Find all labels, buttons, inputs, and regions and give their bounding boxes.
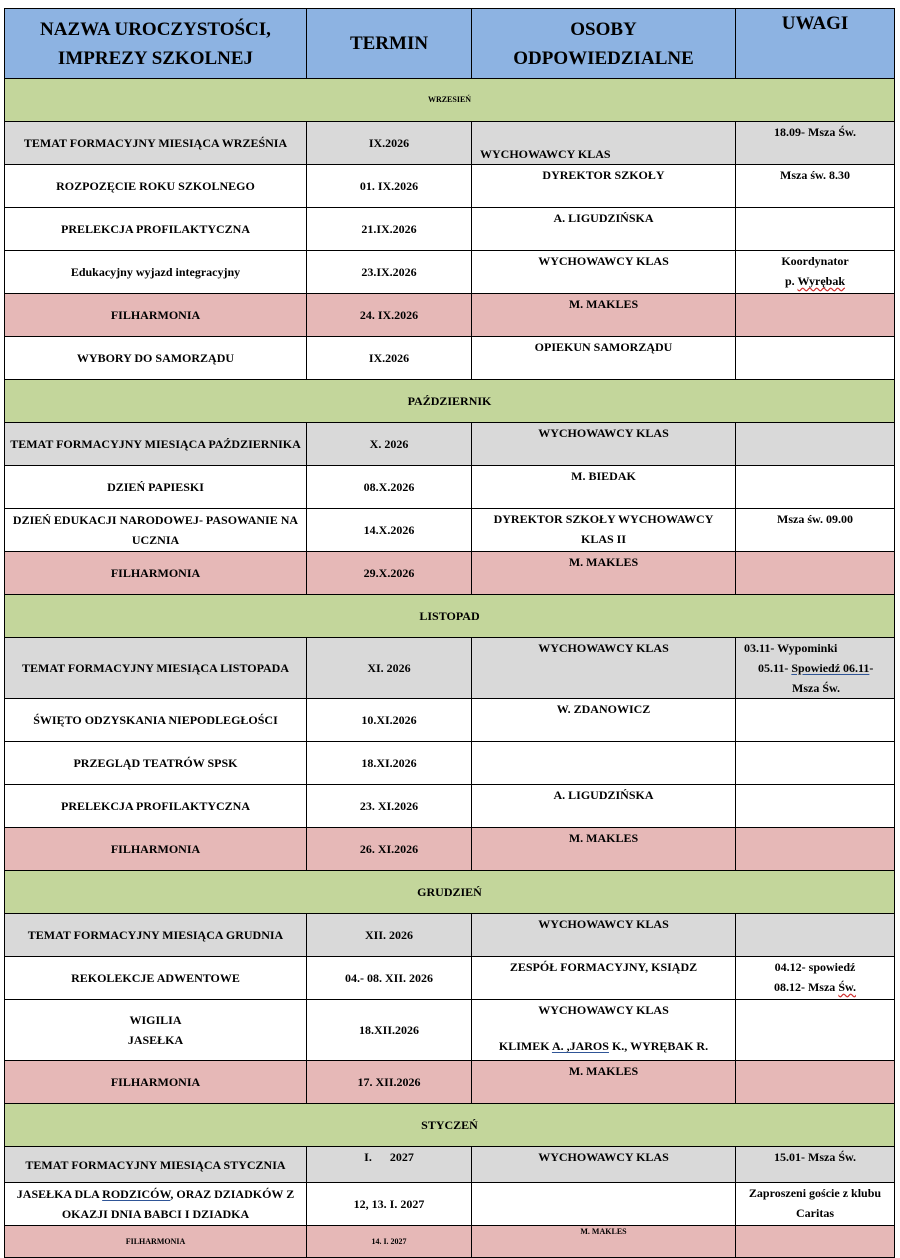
event-notes [736,742,895,785]
notes-line: Zaproszeni goście z klubu [748,1186,882,1200]
month-label: GRUDZIEŃ [5,871,895,914]
event-responsible: WYCHOWAWCY KLAS [472,251,736,294]
event-responsible: M. MAKLES [472,552,736,595]
event-responsible [472,509,736,552]
event-responsible: ZESPÓŁ FORMACYJNY, KSIĄDZ [472,957,736,1000]
event-date: 26. XI.2026 [307,828,472,871]
table-row [5,1147,895,1183]
notes-text: p. [784,274,798,288]
table-row [5,742,895,785]
event-name: REKOLEKCJE ADWENTOWE [5,957,307,1000]
month-row-grudzien [5,871,895,914]
event-name: WYBORY DO SAMORZĄDU [5,337,307,380]
month-row-pazdziernik [5,380,895,423]
event-name: PRZEGLĄD TEATRÓW SPSK [5,742,307,785]
event-notes: 15.01- Msza Św. [736,1147,895,1183]
event-date: 24. IX.2026 [307,294,472,337]
notes-text: 08.12- Msza [773,980,839,994]
table-row [5,165,895,208]
month-label: WRZESIEŃ [5,79,895,122]
event-responsible: WYCHOWAWCY KLAS [472,914,736,957]
notes-line [744,658,891,678]
event-responsible: M. BIEDAK [472,466,736,509]
event-notes [736,337,895,380]
event-date: IX.2026 [307,122,472,165]
table-row [5,208,895,251]
table-row [5,699,895,742]
event-name-line: JASEŁKA [127,1033,184,1047]
month-label: PAŹDZIERNIK [5,380,895,423]
table-row [5,423,895,466]
event-name: ROZPOZĘCIE ROKU SZKOLNEGO [5,165,307,208]
event-name: PRELEKCJA PROFILAKTYCZNA [5,208,307,251]
table-row [5,914,895,957]
event-notes [736,552,895,595]
notes-text-spellcheck: Wyrębak [797,274,846,288]
event-name: PRELEKCJA PROFILAKTYCZNA [5,785,307,828]
event-date: 14. I. 2027 [307,1226,472,1258]
header-osoby [472,9,736,79]
event-notes [736,1000,895,1061]
event-name: Edukacyjny wyjazd integracyjny [5,251,307,294]
event-date: 17. XII.2026 [307,1061,472,1104]
event-name-text-underlined: RODZICÓW [102,1187,171,1201]
event-date: 08.X.2026 [307,466,472,509]
table-row [5,337,895,380]
event-notes [736,251,895,294]
notes-line [739,977,891,997]
header-name-line2: IMPREZY SZKOLNEJ [57,47,254,69]
notes-text: 05.11- [758,661,792,675]
responsible-line: KLAS II [580,532,627,546]
event-name: DZIEŃ PAPIESKI [5,466,307,509]
responsible-line [475,1036,732,1056]
event-responsible: M. MAKLES [472,294,736,337]
event-notes [736,466,895,509]
event-name [5,1183,307,1226]
event-name-line [8,1184,303,1204]
table-row [5,785,895,828]
table-row [5,122,895,165]
event-notes [736,294,895,337]
event-responsible: WYCHOWAWCY KLAS [472,1147,736,1183]
event-notes [736,423,895,466]
event-date: 14.X.2026 [307,509,472,552]
event-responsible: A. LIGUDZIŃSKA [472,785,736,828]
event-name [5,1000,307,1061]
notes-text-underlined: Spowiedź 06.11 [791,661,870,675]
event-notes [736,208,895,251]
event-responsible: M. MAKLES [472,1226,736,1258]
table-row [5,1061,895,1104]
event-date: 29.X.2026 [307,552,472,595]
notes-line: Msza Św. [792,681,840,695]
event-name: TEMAT FORMACYJNY MIESIĄCA LISTOPADA [5,638,307,699]
event-name-text: JASEŁKA DLA [16,1187,103,1201]
event-name-text: , ORAZ DZIADKÓW Z [170,1187,295,1201]
event-name: FILHARMONIA [5,1061,307,1104]
event-notes: Msza św. 8.30 [736,165,895,208]
event-date: 10.XI.2026 [307,699,472,742]
table-row [5,638,895,699]
notes-line: 04.12- spowiedź [774,960,856,974]
header-termin: TERMIN [307,9,472,79]
event-name: TEMAT FORMACYJNY MIESIĄCA STYCZNIA [5,1147,307,1183]
event-name: TEMAT FORMACYJNY MIESIĄCA GRUDNIA [5,914,307,957]
event-notes [736,828,895,871]
event-notes [736,785,895,828]
events-schedule-table [4,8,895,1258]
table-row [5,957,895,1000]
month-row-wrzesien [5,79,895,122]
table-row [5,1183,895,1226]
event-responsible: A. LIGUDZIŃSKA [472,208,736,251]
event-date: 04.- 08. XII. 2026 [307,957,472,1000]
event-date: I. 2027 [307,1147,472,1183]
spacer [475,1020,732,1036]
event-responsible [472,742,736,785]
event-date: 21.IX.2026 [307,208,472,251]
notes-text: - [869,661,874,675]
event-notes: Msza św. 09.00 [736,509,895,552]
event-name-line: UCZNIA [131,533,180,547]
header-osoby-line1: OSOBY [570,18,637,40]
event-date: XII. 2026 [307,914,472,957]
table-row [5,251,895,294]
month-row-listopad [5,595,895,638]
header-row [5,9,895,79]
event-name: FILHARMONIA [5,294,307,337]
responsible-line: WYCHOWAWCY KLAS [538,1003,669,1017]
event-name-line: DZIEŃ EDUKACJI NARODOWEJ- PASOWANIE NA [12,513,299,527]
responsible-line: DYREKTOR SZKOŁY WYCHOWAWCY [493,512,714,526]
month-label: LISTOPAD [5,595,895,638]
responsible-text: K., WYRĘBAK R. [608,1039,709,1053]
event-date: 12, 13. I. 2027 [307,1183,472,1226]
header-osoby-line2: ODPOWIEDZIALNE [513,47,694,69]
event-name: ŚWIĘTO ODZYSKANIA NIEPODLEGŁOŚCI [5,699,307,742]
table-row [5,466,895,509]
event-notes [736,1183,895,1226]
header-uwagi: UWAGI [736,9,895,79]
event-name: FILHARMONIA [5,552,307,595]
event-date: XI. 2026 [307,638,472,699]
month-label: STYCZEŃ [5,1104,895,1147]
notes-line: Caritas [796,1206,834,1220]
event-responsible: WYCHOWAWCY KLAS [472,122,736,165]
event-responsible: M. MAKLES [472,828,736,871]
table-row [5,828,895,871]
table-row [5,1226,895,1258]
event-date: 01. IX.2026 [307,165,472,208]
event-notes [736,699,895,742]
event-notes [736,1226,895,1258]
header-name-line1: NAZWA UROCZYSTOŚCI, [40,18,271,40]
event-notes: 18.09- Msza Św. [736,122,895,165]
event-name-line: WIGILIA [129,1013,182,1027]
event-responsible: WYCHOWAWCY KLAS [472,638,736,699]
event-responsible: M. MAKLES [472,1061,736,1104]
event-responsible: OPIEKUN SAMORZĄDU [472,337,736,380]
event-date: 23.IX.2026 [307,251,472,294]
event-notes [736,914,895,957]
event-responsible: WYCHOWAWCY KLAS [472,423,736,466]
table-row [5,509,895,552]
event-responsible: DYREKTOR SZKOŁY [472,165,736,208]
event-notes [736,957,895,1000]
responsible-text: KLIMEK [498,1039,552,1053]
notes-line: 03.11- Wypominki [744,641,838,655]
notes-text-spellcheck: Św. [838,980,856,994]
event-name: FILHARMONIA [5,1226,307,1258]
event-name: TEMAT FORMACYJNY MIESIĄCA PAŹDZIERNIKA [5,423,307,466]
event-responsible [472,1183,736,1226]
event-responsible [472,1000,736,1061]
responsible-text-underlined: A. ,JAROS [551,1039,609,1053]
event-date: 18.XII.2026 [307,1000,472,1061]
event-date: IX.2026 [307,337,472,380]
event-name [5,509,307,552]
event-name: FILHARMONIA [5,828,307,871]
event-name-line: OKAZJI DNIA BABCI I DZIADKA [61,1207,250,1221]
table-row [5,552,895,595]
table-row [5,1000,895,1061]
event-date: X. 2026 [307,423,472,466]
notes-line: Koordynator [781,254,849,268]
header-name [5,9,307,79]
event-responsible: W. ZDANOWICZ [472,699,736,742]
table-row [5,294,895,337]
event-date: 23. XI.2026 [307,785,472,828]
event-name: TEMAT FORMACYJNY MIESIĄCA WRZEŚNIA [5,122,307,165]
event-notes [736,638,895,699]
notes-line [739,271,891,291]
event-notes [736,1061,895,1104]
event-date: 18.XI.2026 [307,742,472,785]
month-row-styczen [5,1104,895,1147]
